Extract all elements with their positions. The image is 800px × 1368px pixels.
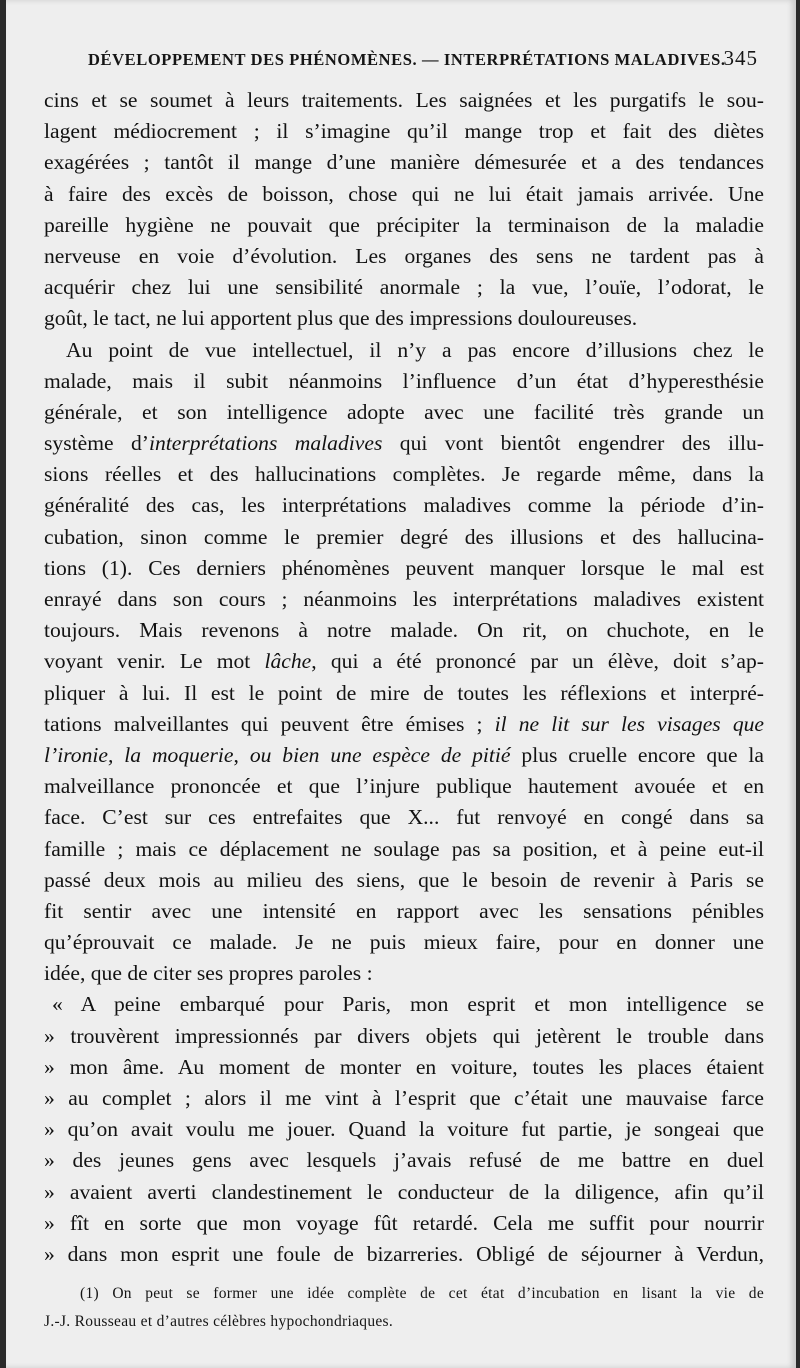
italic-phrase: lâche <box>264 649 312 674</box>
book-page <box>6 0 796 1368</box>
page-number: 345 <box>723 46 758 70</box>
text-line: pliquer à lui. Il est le point de mire de toutes les réflexions et interpré- <box>44 680 764 705</box>
text-line: enrayé dans son cours ; néanmoins les interprétations maladives existent <box>44 587 764 611</box>
text-line: passé deux mois au milieu des siens, que le besoin de revenir à Paris se <box>44 867 764 892</box>
italic-phrase: il ne lit sur les visages que <box>494 711 764 736</box>
italic-phrase: l’ironie, la moquerie <box>44 742 234 767</box>
text-line: idée, que de citer ses propres paroles : <box>44 961 373 986</box>
text-line: Au point de vue intellectuel, il n’y a pas encore d’illusions chez le <box>66 337 764 362</box>
quote-line: » dans mon esprit une foule de bizarreries. Obligé de séjourner à Verdun, <box>44 1241 764 1266</box>
text-line: générale, et son intelligence adopte avec une facilité très grande un <box>44 399 764 424</box>
running-title: DÉVELOPPEMENT DES PHÉNOMÈNES. — INTERPRÉTATIONS MALADIVES. <box>88 50 726 69</box>
quote-line: » trouvèrent impressionnés par divers objets qui jetèrent le trouble dans <box>44 1023 764 1048</box>
text-line: exagérées ; tantôt il mange d’une manière démesurée et a des tendances <box>44 150 764 175</box>
text-line: fit sentir avec une intensité en rapport avec les sensations pénibles <box>44 898 764 923</box>
text-line: à faire des excès de boisson, chose qui ne lui était jamais arrivée. Une <box>44 181 764 206</box>
text-run: qui vont bientôt engendrer des illu- <box>382 431 764 456</box>
quote-line: » avaient averti clandestinement le conducteur de la diligence, afin qu’il <box>44 1179 764 1204</box>
text-line: toujours. Mais revenons à notre malade. On rit, on chuchote, en le <box>44 618 764 643</box>
italic-phrase: ou bien une espèce de pitié <box>249 742 511 767</box>
body-text <box>44 85 764 1270</box>
text-run: système d’ <box>44 431 149 456</box>
text-line: généralité des cas, les interprétations maladives comme la période d’in- <box>44 493 764 518</box>
text-line: tions (1). Ces derniers phénomènes peuvent manquer lorsque le mal est <box>44 555 764 580</box>
italic-phrase: interprétations maladives <box>149 431 383 456</box>
text-line: qu’éprouvait ce malade. Je ne puis mieux faire, pour en donner une <box>44 930 764 955</box>
text-line: sions réelles et des hallucinations complètes. Je regarde même, dans la <box>44 462 764 487</box>
text-line <box>44 740 764 771</box>
quote-line: « A peine embarqué pour Paris, mon esprit et mon intelligence se <box>52 992 764 1017</box>
quote-line: » au complet ; alors il me vint à l’esprit que c’était une mauvaise farce <box>44 1086 764 1110</box>
text-run: , <box>233 742 250 767</box>
text-line <box>44 428 764 459</box>
text-run: tations malveillantes qui peuvent être émises ; <box>44 711 495 736</box>
footnote-line: J.-J. Rousseau et d’autres célèbres hypochondriaques. <box>44 1313 394 1330</box>
text-line: pareille hygiène ne pouvait que précipiter la terminaison de la maladie <box>44 212 764 237</box>
running-header <box>88 46 758 76</box>
text-line: malade, mais il subit néanmoins l’influence d’un état d’hyperesthésie <box>44 368 764 393</box>
text-line <box>44 709 764 740</box>
text-line: acquérir chez lui une sensibilité anormale ; la vue, l’ouïe, l’odorat, le <box>44 275 764 300</box>
text-line: goût, le tact, ne lui apportent plus que des impressions douloureuses. <box>44 306 638 331</box>
footnote-line: (1) On peut se former une idée complète de cet état d’incubation en lisant la vie de <box>80 1285 764 1302</box>
text-run: , qui a été prononcé par un élève, doit s’ap- <box>311 649 764 674</box>
text-run: voyant venir. Le mot <box>44 649 265 674</box>
text-line <box>44 646 764 677</box>
quote-line: » mon âme. Au moment de monter en voiture, toutes les places étaient <box>44 1054 764 1079</box>
text-run: plus cruelle encore que la <box>510 742 765 767</box>
text-line: face. C’est sur ces entrefaites que X... fut renvoyé en congé dans sa <box>44 805 764 830</box>
quote-line: » des jeunes gens avec lesquels j’avais refusé de me battre en duel <box>44 1148 764 1173</box>
quote-line: » qu’on avait voulu me jouer. Quand la voiture fut partie, je songeai que <box>44 1117 764 1142</box>
text-line: lagent médiocrement ; il s’imagine qu’il mange trop et fait des diètes <box>44 119 764 144</box>
text-line: cubation, sinon comme le premier degré des illusions et des hallucina- <box>44 524 764 549</box>
text-line: malveillance prononcée et que l’injure publique hautement avouée et en <box>44 774 764 799</box>
footnote <box>44 1280 764 1336</box>
text-line: cins et se soumet à leurs traitements. Les saignées et les purgatifs le sou- <box>44 88 764 112</box>
text-line: nerveuse en voie d’évolution. Les organes des sens ne tardent pas à <box>44 243 764 268</box>
text-line: famille ; mais ce déplacement ne soulage pas sa position, et à peine eut-il <box>44 836 764 861</box>
quote-line: » fît en sorte que mon voyage fût retardé. Cela me suffit pour nourrir <box>44 1210 764 1235</box>
